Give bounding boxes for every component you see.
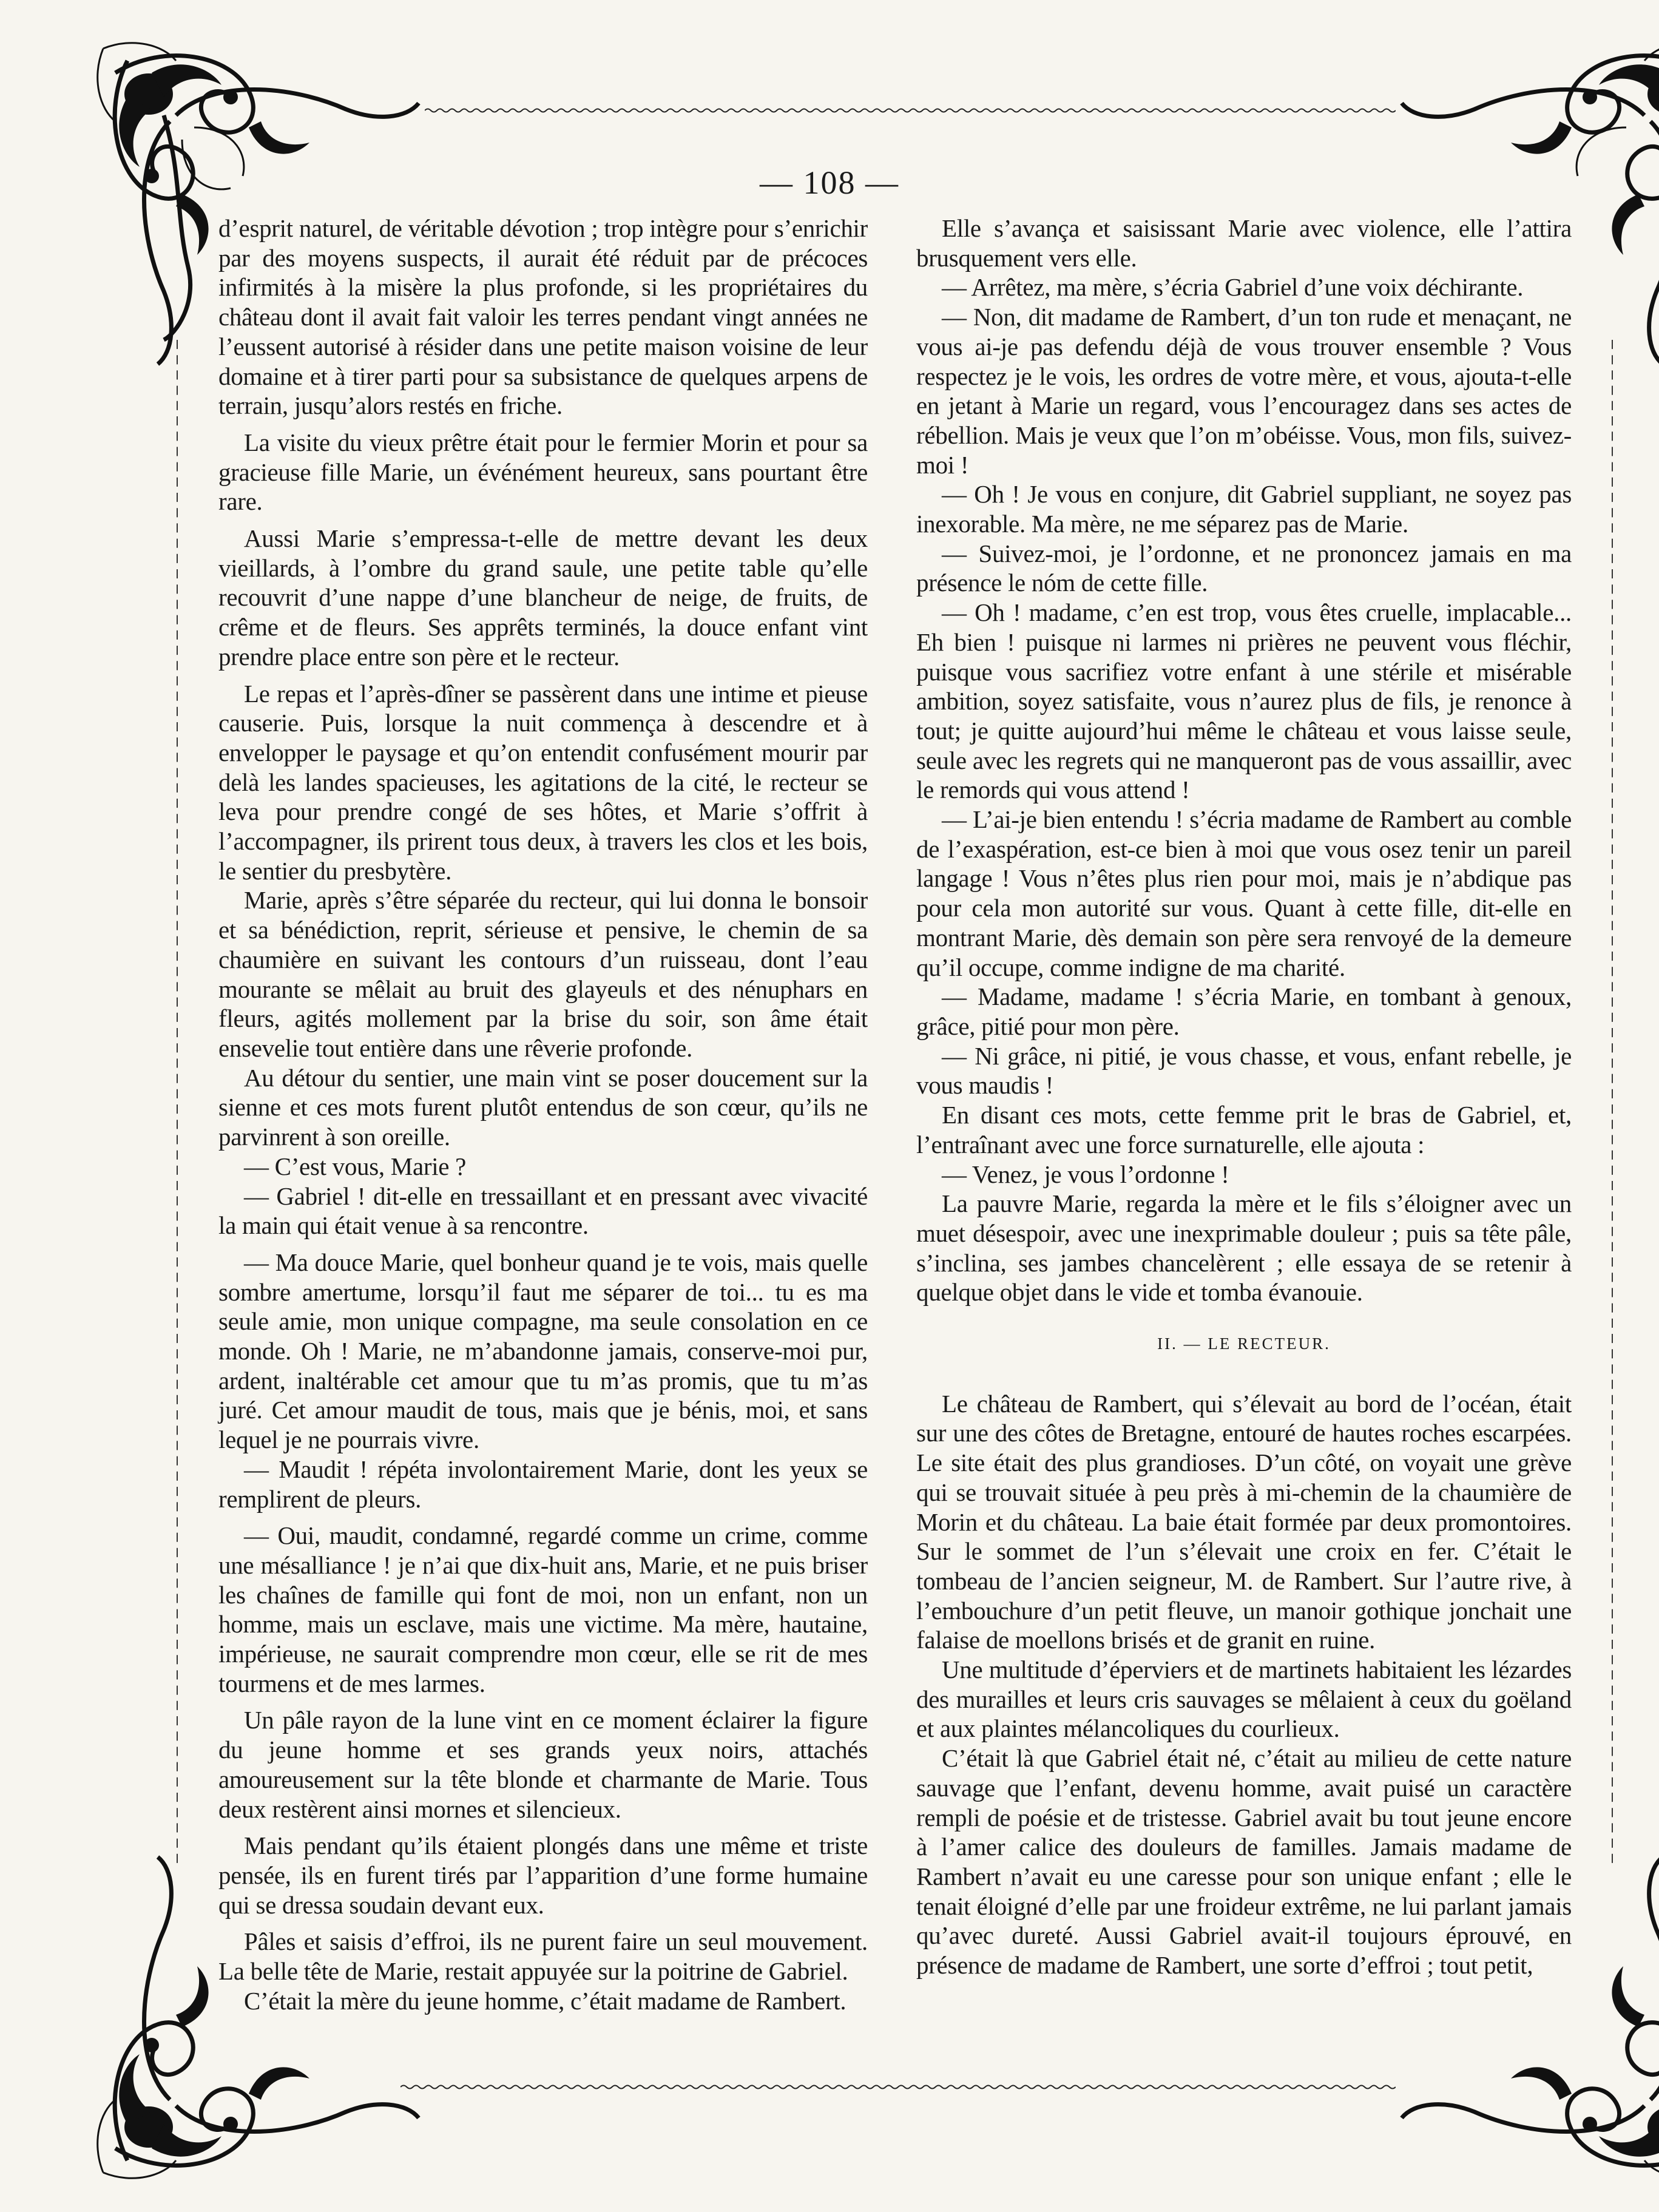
dialogue-line: — Suivez-moi, je l’ordonne, et ne prononcez jamais en ma présence le nóm de cette fille.	[916, 539, 1572, 597]
right-border-rule	[1608, 340, 1617, 1869]
top-border-rule	[425, 106, 1396, 115]
paragraph: Marie, après s’être séparée du recteur, qui lui donna le bonsoir et sa bénédiction, reprit, sérieuse et pensive, le chemin de sa chaumière en suivant les contours d’un ruisseau, dont l’eau mourante se mêlait au bruit des glayeuls et des nénuphars en fleurs, agités mollement par la brise du soir, son âme était ensevelie tout entière dans une rêverie profonde.	[218, 886, 868, 1062]
dialogue-line: — C’est vous, Marie ?	[244, 1152, 467, 1180]
paragraph: La pauvre Marie, regarda la mère et le fils s’éloigner avec un muet désespoir, avec une inexprimable douleur ; puis sa tête pâle, s’inclina, ses jambes chancelèrent ; elle essaya de se retenir à quelque objet dans le vide et tomba évanouie.	[916, 1189, 1572, 1307]
paragraph: Aussi Marie s’empressa-t-elle de mettre devant les deux vieillards, à l’ombre du grand saule, une petite table qu’elle recouvrit d’une nappe d’une blancheur de neige, de fruits, de crême et de fleurs. Ses apprêts terminés, la douce enfant vint prendre place entre son père et le recteur.	[218, 524, 868, 671]
paragraph: Une multitude d’éperviers et de martinets habitaient les lézardes des murailles et leurs cris sauvages se mêlaient à ceux du goëland et aux plaintes mélancoliques du courlieux.	[916, 1656, 1572, 1743]
paragraph: d’esprit naturel, de véritable dévotion ; trop intègre pour s’enrichir par des moyens suspects, il aurait été réduit par de précoces infirmités à la misère la plus profonde, si les propriétaires du château dont il avait fait valoir les terres pendant vingt années ne l’eussent autorisé à résider dans une petite maison voisine de leur domaine et à tirer parti pour sa subsistance de quelques arpens de terrain, jusqu’alors restés en friche.	[218, 214, 868, 420]
dialogue-line: — Venez, je vous l’ordonne !	[942, 1160, 1229, 1188]
dialogue-line: — Non, dit madame de Rambert, d’un ton rude et menaçant, ne vous ai-je pas defendu déjà de vous trouver ensemble ? Vous respectez je le vois, les ordres de votre mère, et vous, ajouta-t-elle en jetant à Marie un regard, vous l’encouragez dans ses actes de rébellion. Mais je veux que l’on m’obéisse. Vous, mon fils, suivez-moi !	[916, 303, 1572, 479]
left-border-rule	[173, 340, 181, 1869]
dialogue-line: — Oh ! madame, c’en est trop, vous êtes cruelle, implacable... Eh bien ! puisque ni larmes ni prières ne peuvent vous fléchir, puisque vous sacrifiez votre enfant à une stérile et misérable ambition, soyez satisfaite, vous n’aurez plus de fils, je renonce à tout; je quitte aujourd’hui même le château et vous laisse seule, seule avec les regrets qui ne manqueront pas de vous assaillir, avec le remords qui vous attend !	[916, 598, 1572, 804]
section-title: II. — LE RECTEUR.	[1157, 1334, 1331, 1353]
bottom-border-rule	[400, 2083, 1396, 2091]
paragraph: La visite du vieux prêtre était pour le fermier Morin et pour sa gracieuse fille Marie, un événément heureux, sans pourtant être rare.	[218, 428, 868, 516]
paragraph: Le château de Rambert, qui s’élevait au bord de l’océan, était sur une des côtes de Bretagne, entouré de hautes roches escarpées. Le site était des plus grandioses. D’un côté, on voyait une grève qui se trouvait située à peu près à mi-chemin de la chaumière de Morin et du château. La baie était formée par deux promontoires. Sur le sommet de l’un s’élevait une croix en fer. C’était le tombeau de l’ancien seigneur, M. de Rambert. Sur l’autre rive, à l’embouchure d’un petit fleuve, un manoir gothique jonchait une falaise de moellons brisés et de granit en ruine.	[916, 1389, 1572, 1654]
paragraph: C’était la mère du jeune homme, c’était madame de Rambert.	[244, 1986, 846, 2015]
dialogue-line: — Oui, maudit, condamné, regardé comme un crime, comme une mésalliance ! je n’ai que dix-huit ans, Marie, et ne puis briser les chaînes de famille qui font de moi, non un enfant, non un homme, mais un esclave, mais une victime. Ma mère, hautaine, impérieuse, ne saurait comprendre mon cœur, elle se rit de mes tourmens et de mes larmes.	[218, 1521, 868, 1697]
left-text-column	[218, 214, 868, 2015]
paragraph: Un pâle rayon de la lune vint en ce moment éclairer la figure du jeune homme et ses grands yeux noirs, attachés amoureusement sur la tête blonde et charmante de Marie. Tous deux restèrent ainsi mornes et silencieux.	[218, 1706, 868, 1823]
dialogue-line: — Arrêtez, ma mère, s’écria Gabriel d’une voix déchirante.	[942, 273, 1524, 302]
dialogue-line: — Gabriel ! dit-elle en tressaillant et en pressant avec vivacité la main qui était venue à sa rencontre.	[218, 1182, 868, 1240]
paragraph: C’était là que Gabriel était né, c’était au milieu de cette nature sauvage que l’enfant, devenu homme, avait puisé un caractère rempli de poésie et de tristesse. Gabriel avait bu tout jeune encore à l’amer calice des douleurs de familles. Jamais madame de Rambert n’avait eu une caresse pour son unique enfant ; elle le tenait éloigné d’elle par une froideur extrême, ne lui parlant jamais qu’avec dureté. Aussi Gabriel avait-il toujours éprouvé, en présence de madame de Rambert, une sorte d’effroi ; tout petit,	[916, 1744, 1572, 1980]
paragraph: Elle s’avança et saisissant Marie avec violence, elle l’attira brusquement vers elle.	[916, 214, 1572, 272]
dialogue-line: — Oh ! Je vous en conjure, dit Gabriel suppliant, ne soyez pas inexorable. Ma mère, ne me séparez pas de Marie.	[916, 480, 1572, 538]
paragraph: Pâles et saisis d’effroi, ils ne purent faire un seul mouvement. La belle tête de Marie, restait appuyée sur la poitrine de Gabriel.	[218, 1927, 868, 1986]
dialogue-line: — Maudit ! répéta involontairement Marie, dont les yeux se remplirent de pleurs.	[218, 1455, 868, 1513]
right-text-column	[916, 214, 1572, 1980]
dialogue-line: — Ma douce Marie, quel bonheur quand je te vois, mais quelle sombre amertume, lorsqu’il faut me séparer de toi... tu es ma seule amie, mon unique compagne, ma seule consolation en ce monde. Oh ! Marie, ne m’abandonne jamais, conserve-moi pur, ardent, inaltérable cet amour que tu m’as promis, que tu m’as juré. Cet amour maudit de tous, mais que je bénis, moi, et sans lequel je ne pourrais vivre.	[218, 1248, 868, 1454]
dialogue-line: — Ni grâce, ni pitié, je vous chasse, et vous, enfant rebelle, je vous maudis !	[916, 1041, 1572, 1100]
dialogue-line: — Madame, madame ! s’écria Marie, en tombant à genoux, grâce, pitié pour mon père.	[916, 983, 1572, 1040]
dialogue-line: — L’ai-je bien entendu ! s’écria madame de Rambert au comble de l’exaspération, est-ce bien à moi que vous osez tenir un pareil langage ! Vous n’êtes plus rien pour moi, mais je n’abdique pas pour cela mon autorité sur vous. Quant à cette fille, dit-elle en montrant Marie, dès demain son père sera renvoyé de la demeure qu’il occupe, comme indigne de ma charité.	[916, 805, 1572, 981]
paragraph: Mais pendant qu’ils étaient plongés dans une même et triste pensée, ils en furent tirés par l’apparition d’une forme humaine qui se dressa soudain devant eux.	[218, 1831, 868, 1919]
paragraph: Au détour du sentier, une main vint se poser doucement sur la sienne et ces mots furent plutôt entendus de son cœur, qu’ils ne parvinrent à son oreille.	[218, 1063, 868, 1151]
paragraph: En disant ces mots, cette femme prit le bras de Gabriel, et, l’entraînant avec une force surnaturelle, elle ajouta :	[916, 1101, 1572, 1158]
page-number: — 108 —	[760, 164, 899, 201]
paragraph: Le repas et l’après-dîner se passèrent dans une intime et pieuse causerie. Puis, lorsque la nuit commença à descendre et à envelopper le paysage et qu’on entendit confusément mourir par delà les landes spacieuses, les agitations de la cité, le recteur se leva pour prendre congé de ses hôtes, et Marie s’offrit à l’accompagner, ils prirent tous deux, à travers les clos et les bois, le sentier du presbytère.	[218, 679, 868, 885]
